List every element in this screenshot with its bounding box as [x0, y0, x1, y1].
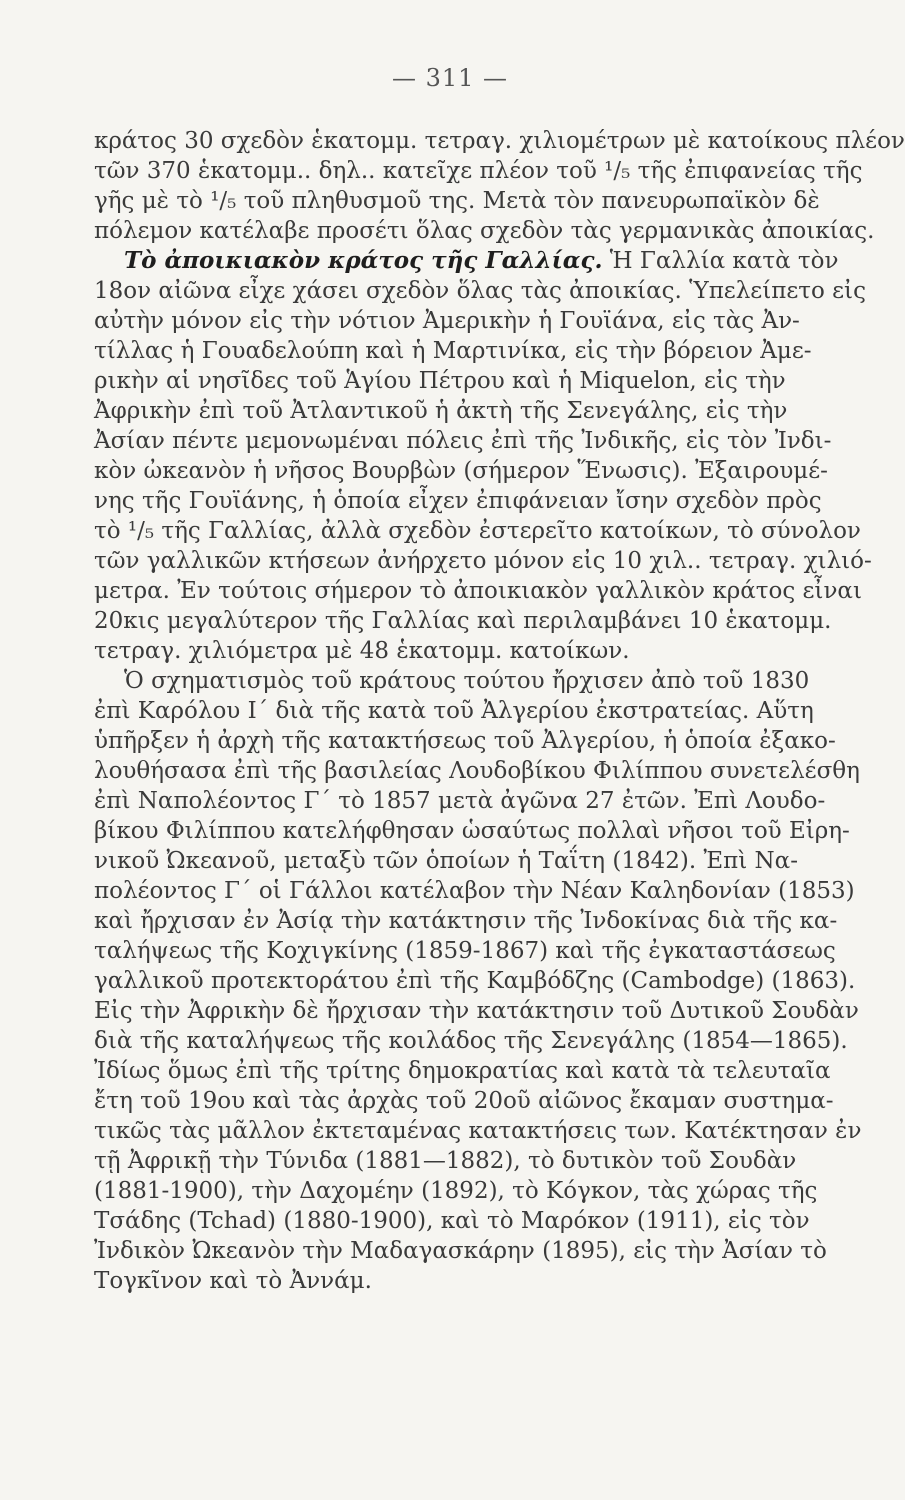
text-line: τίλλας ἡ Γουαδελούπη καὶ ἡ Μαρτινίκα, εἰς τὴν βόρειον Ἀμε- [94, 338, 812, 364]
text-line: γῆς μὲ τὸ ¹/₅ τοῦ πληθυσμοῦ της. Μετὰ τὸν πανευρωπαϊκὸν δὲ [94, 188, 820, 214]
page-number: — 311 — [391, 64, 509, 92]
text-line: ἐπὶ Καρόλου Ι΄ διὰ τῆς κατὰ τοῦ Ἀλγερίου ἐκστρατείας. Αὕτη [94, 698, 814, 724]
text-line: τῶν 370 ἑκατομμ.. δηλ.. κατεῖχε πλέον τοῦ ¹/₅ τῆς ἐπιφανείας τῆς [94, 158, 863, 184]
text-line: γαλλικοῦ προτεκτοράτου ἐπὶ τῆς Καμβόδζης (Cambodge) (1863). [94, 968, 856, 994]
text-line: τικῶς τὰς μᾶλλον ἐκτεταμένας κατακτήσεις των. Κατέκτησαν ἐν [94, 1118, 862, 1144]
text-line: τὸ ¹/₅ τῆς Γαλλίας, ἀλλὰ σχεδὸν ἐστερεῖτο κατοίκων, τὸ σύνολον [94, 518, 861, 544]
text-line: Ἀσίαν πέντε μεμονωμέναι πόλεις ἐπὶ τῆς Ἰνδικῆς, εἰς τὸν Ἰνδι- [94, 428, 832, 454]
text-line: πόλεμον κατέλαβε προσέτι ὅλας σχεδὸν τὰς γερμανικὰς ἀποικίας. [94, 218, 875, 244]
text-line: κράτος 30 σχεδὸν ἑκατομμ. τετραγ. χιλιομέτρων μὲ κατοίκους πλέον [94, 128, 905, 154]
text-line: 18ον αἰῶνα εἶχε χάσει σχεδὸν ὅλας τὰς ἀποικίας. Ὑπελείπετο εἰς [94, 278, 866, 304]
text-line: αὐτὴν μόνον εἰς τὴν νότιον Ἀμερικὴν ἡ Γουϊάνα, εἰς τὰς Ἀν- [94, 308, 800, 334]
text-line: ἐπὶ Ναπολέοντος Γ΄ τὸ 1857 μετὰ ἀγῶνα 27 ἐτῶν. Ἐπὶ Λουδο- [94, 788, 826, 814]
text-line: ἔτη τοῦ 19ου καὶ τὰς ἀρχὰς τοῦ 20οῦ αἰῶνος ἔκαμαν συστημα- [94, 1088, 834, 1114]
text-line: Εἰς τὴν Ἀφρικὴν δὲ ἤρχισαν τὴν κατάκτησιν τοῦ Δυτικοῦ Σουδὰν [94, 998, 859, 1024]
section-heading-line [124, 246, 839, 276]
text-line: καὶ ἤρχισαν ἐν Ἀσίᾳ τὴν κατάκτησιν τῆς Ἰνδοκίνας διὰ τῆς κα- [94, 908, 838, 934]
text-line: Ἰνδικὸν Ὠκεανὸν τὴν Μαδαγασκάρην (1895), εἰς τὴν Ἀσίαν τὸ [94, 1238, 827, 1264]
text-line: διὰ τῆς καταλήψεως τῆς κοιλάδος τῆς Σενεγάλης (1854—1865). [94, 1028, 848, 1054]
text-line: Ἡ Γαλλία κατὰ τὸν [602, 248, 839, 274]
text-line: Ἀφρικὴν ἐπὶ τοῦ Ἀτλαντικοῦ ἡ ἀκτὴ τῆς Σενεγάλης, εἰς τὴν [94, 398, 788, 424]
text-line: βίκου Φιλίππου κατελήφθησαν ὡσαύτως πολλαὶ νῆσοι τοῦ Εἰρη- [94, 818, 850, 844]
text-line: νικοῦ Ὠκεανοῦ, μεταξὺ τῶν ὁποίων ἡ Ταΐτη (1842). Ἐπὶ Να- [94, 848, 798, 874]
text-line: Τογκῖνον καὶ τὸ Ἀννάμ. [94, 1268, 372, 1294]
text-line: (1881-1900), τὴν Δαχομέην (1892), τὸ Κόγκον, τὰς χώρας τῆς [94, 1178, 818, 1204]
text-line: Ἰδίως ὅμως ἐπὶ τῆς τρίτης δημοκρατίας καὶ κατὰ τὰ τελευταῖα [94, 1058, 831, 1084]
text-line: ρικὴν αἱ νησῖδες τοῦ Ἁγίου Πέτρου καὶ ἡ Miquelon, εἰς τὴν [94, 368, 786, 394]
section-heading: Τὸ ἀποικιακὸν κράτος τῆς Γαλλίας. [124, 247, 603, 274]
text-line: Τσάδης (Tchad) (1880-1900), καὶ τὸ Μαρόκον (1911), εἰς τὸν [94, 1208, 810, 1234]
text-line: λουθήσασα ἐπὶ τῆς βασιλείας Λουδοβίκου Φιλίππου συνετελέσθη [94, 758, 860, 784]
text-line: 20κις μεγαλύτερον τῆς Γαλλίας καὶ περιλαμβάνει 10 ἑκατομμ. [94, 608, 832, 634]
text-line: μετρα. Ἐν τούτοις σήμερον τὸ ἀποικιακὸν γαλλικὸν κράτος εἶναι [94, 578, 862, 604]
text-line: κὸν ὠκεανὸν ἡ νῆσος Βουρβὼν (σήμερον Ἕνωσις). Ἐξαιρουμέ- [94, 458, 828, 484]
text-line: ταλήψεως τῆς Κοχιγκίνης (1859-1867) καὶ τῆς ἐγκαταστάσεως [94, 938, 836, 964]
text-line: Ὁ σχηματισμὸς τοῦ κράτους τούτου ἤρχισεν ἀπὸ τοῦ 1830 [124, 668, 810, 694]
text-line: πολέοντος Γ΄ οἱ Γάλλοι κατέλαβον τὴν Νέαν Καληδονίαν (1853) [94, 878, 855, 904]
text-line: ὑπῆρξεν ἡ ἀρχὴ τῆς κατακτήσεως τοῦ Ἀλγερίου, ἡ ὁποία ἐξακο- [94, 728, 836, 754]
text-line: τῇ Ἀφρικῇ τὴν Τύνιδα (1881—1882), τὸ δυτικὸν τοῦ Σουδὰν [94, 1148, 797, 1174]
text-line: τετραγ. χιλιόμετρα μὲ 48 ἑκατομμ. κατοίκων. [94, 638, 630, 664]
text-line: νης τῆς Γουϊάνης, ἡ ὁποία εἶχεν ἐπιφάνειαν ἴσην σχεδὸν πρὸς [94, 488, 822, 514]
text-line: τῶν γαλλικῶν κτήσεων ἀνήρχετο μόνον εἰς 10 χιλ.. τετραγ. χιλιό- [94, 548, 872, 574]
